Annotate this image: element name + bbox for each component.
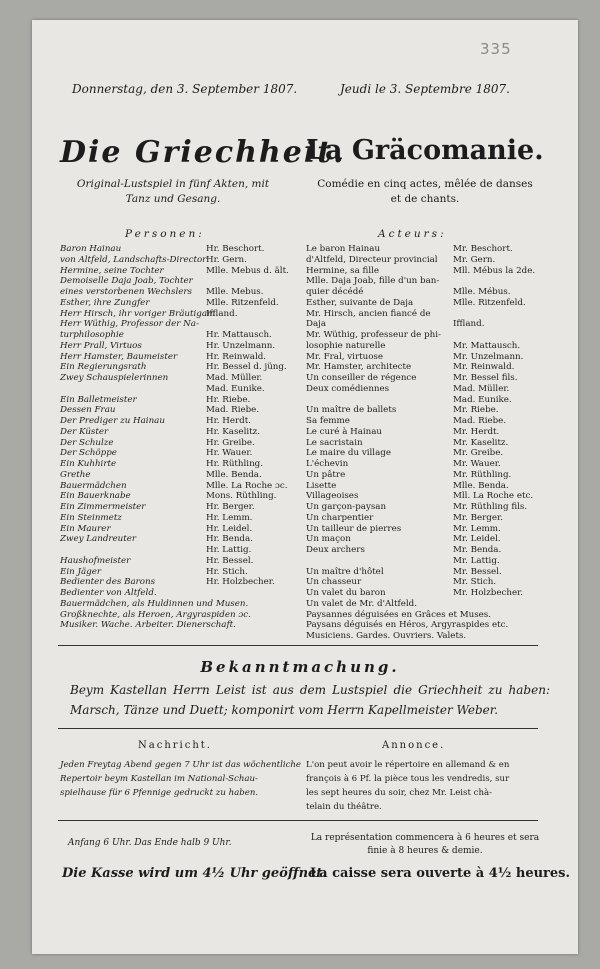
- actor-name: Iffland.: [453, 319, 485, 330]
- role-name: Ein Maurer: [60, 523, 111, 534]
- actor-name: Hr. Beschort.: [206, 244, 265, 254]
- role-name: Demoiselle Daja Joab, Tochter: [60, 276, 193, 287]
- role-name: Un maître d'hôtel: [306, 566, 384, 577]
- actor-name: Mr. Gern.: [453, 254, 496, 265]
- role-name: Der Küster: [60, 426, 109, 437]
- notice-title-german: Nachricht.: [138, 740, 212, 751]
- role-name: Mlle. Daja Joab, fille d'un ban-: [306, 276, 440, 287]
- actor-name: Mlle. Benda.: [206, 469, 262, 480]
- actor-name: Mr. Bessel.: [453, 566, 502, 577]
- actor-name: Mlle. Ritzenfeld.: [206, 297, 279, 308]
- subtitle-german: Original-Lustspiel in fünf Akten, mit Tanz und Gesang.: [76, 178, 270, 205]
- role-name: Le maire du village: [306, 448, 391, 459]
- actor-name: Mad. Müller.: [206, 373, 263, 383]
- actor-name: Mad. Riebe.: [453, 416, 507, 426]
- actor-name: Hr. Lemm.: [206, 512, 253, 523]
- role-name: Deux archers: [306, 545, 365, 555]
- role-name: Mr. Wüthig, professeur de phi-: [306, 330, 441, 340]
- role-name: Herr Hamster, Baumeister: [60, 351, 178, 362]
- actor-name: Hr. Unzelmann.: [206, 340, 276, 351]
- title-french: La Gräcomanie.: [306, 135, 544, 166]
- actor-name: Mr. Lattig.: [453, 555, 500, 566]
- actor-name: Mad. Eunike.: [206, 383, 265, 394]
- role-name: Herr Hirsch, ihr voriger Bräutigam: [60, 308, 216, 319]
- role-name: Daja: [306, 319, 327, 330]
- role-name: Musiciens. Gardes. Ouvriers. Valets.: [306, 631, 467, 641]
- notice-title-french: Annonce.: [382, 740, 446, 751]
- actor-name: Hr. Leidel.: [206, 523, 253, 534]
- role-name: losophie naturelle: [306, 340, 386, 351]
- actor-name: Hr. Greibe.: [206, 437, 255, 448]
- actor-name: Mr. Stich.: [453, 577, 497, 588]
- actor-name: Mad. Müller.: [453, 383, 510, 394]
- title-german: Die Griechheit.: [60, 135, 346, 170]
- role-name: quier décédé: [306, 287, 364, 297]
- subtitle-french: Comédie en cinq actes, mêlée de danses et de chants.: [317, 178, 533, 205]
- actor-name: Hr. Mattausch.: [206, 330, 272, 340]
- actor-name: Iffland.: [206, 308, 238, 319]
- role-name: Zwey Landreuter: [60, 534, 137, 545]
- role-name: Esther, ihre Zungfer: [60, 297, 150, 308]
- actor-name: Hr. Holzbecher.: [206, 577, 275, 588]
- role-name: Mr. Hamster, architecte: [306, 362, 412, 373]
- role-name: Bedienter des Barons: [60, 577, 156, 588]
- actor-name: Hr. Herdt.: [206, 416, 251, 426]
- actor-name: Hr. Stich.: [206, 566, 248, 577]
- role-name: Le curé à Hainau: [306, 426, 383, 437]
- role-name: d'Altfeld, Directeur provincial: [306, 254, 438, 265]
- role-name: Ein Bauerknabe: [60, 491, 131, 502]
- date-german: Donnerstag, den 3. September 1807.: [72, 82, 298, 96]
- actor-name: Hr. Benda.: [206, 534, 253, 545]
- notice-text-german: Jeden Freytag Abend gegen 7 Uhr ist das wöchentliche Repertoir beym Kastellan im National-Schau- spielhause für 6 Pfennige gedruckt zu haben.: [60, 760, 302, 798]
- notice-text-french: L'on peut avoir le répertoire en allemand & en françois à 6 Pf. la pièce tous les vendredis, sur les sept heures du soir, chez Mr. Leist chà- telain du théâtre.: [306, 760, 510, 812]
- actor-name: Mlle. Benda.: [453, 480, 509, 491]
- role-name: Mr. Hirsch, ancien fiancé de: [306, 308, 431, 319]
- actor-name: Mr. Benda.: [453, 545, 502, 555]
- role-name: Un pâtre: [306, 469, 346, 480]
- role-name: Un chasseur: [306, 577, 362, 588]
- actor-name: Hr. Bessel d. jüng.: [206, 362, 287, 373]
- role-name: Villageoises: [306, 491, 359, 502]
- cast-heading-german: Personen:: [125, 228, 205, 240]
- actor-name: Mr. Kaselitz.: [453, 437, 509, 448]
- role-name: Paysans déguisés en Héros, Argyraspides etc.: [306, 620, 509, 631]
- role-name: Lisette: [306, 480, 337, 491]
- actor-name: Mad. Riebe.: [206, 405, 260, 416]
- role-name: Hermine, seine Tochter: [60, 265, 164, 276]
- actor-name: Mons. Rüthling.: [206, 491, 277, 502]
- role-name: Haushofmeister: [60, 555, 131, 566]
- actor-name: Hr. Wauer.: [206, 448, 253, 459]
- role-name: Der Schöppe: [60, 448, 117, 459]
- role-name: Un maçon: [306, 534, 351, 545]
- actor-name: Mll. La Roche etc.: [453, 491, 534, 502]
- divider-rule: [58, 820, 538, 821]
- announcement-text: Beym Kastellan Herrn Leist ist aus dem Lustspiel die Griechheit zu haben: Marsch, Tänze und Duett; komponirt vom Herrn Kapellmeister Weber.: [70, 683, 550, 717]
- actor-name: Hr. Berger.: [206, 502, 255, 512]
- actor-name: Mr. Wauer.: [453, 459, 501, 469]
- role-name: Dessen Frau: [60, 405, 116, 416]
- role-name: Un garçon-paysan: [306, 502, 387, 512]
- actor-name: Mr. Bessel fils.: [453, 373, 518, 383]
- role-name: Ein Regierungsrath: [60, 362, 147, 373]
- role-name: Bedienter von Altfeld.: [60, 588, 157, 598]
- role-name: Un valet du baron: [306, 588, 386, 598]
- actor-name: Mlle. Mebus.: [206, 287, 264, 297]
- role-name: Ein Zimmermeister: [60, 502, 146, 512]
- actor-name: Mr. Rüthling.: [453, 469, 512, 480]
- role-name: Sa femme: [306, 416, 350, 426]
- role-name: Bauermädchen, als Huldinnen und Musen.: [60, 598, 249, 609]
- role-name: L'échevin: [306, 459, 349, 469]
- role-name: Un valet de Mr. d'Altfeld.: [306, 598, 417, 609]
- role-name: Un maître de ballets: [306, 405, 397, 416]
- role-name: Ein Jäger: [60, 566, 101, 577]
- role-name: Mr. Fral, virtuose: [306, 351, 384, 362]
- role-name: Bauermädchen: [60, 480, 127, 491]
- performance-times-french: La représentation commencera à 6 heures et sera finie à 8 heures & demie.: [310, 833, 540, 856]
- actor-name: Mr. Reinwald.: [453, 362, 515, 373]
- role-name: von Altfeld, Landschafts-Director: [60, 254, 207, 265]
- actor-name: Mr. Beschort.: [453, 244, 513, 254]
- role-name: Grethe: [60, 469, 91, 480]
- actor-name: Hr. Gern.: [206, 254, 247, 265]
- actor-name: Mr. Berger.: [453, 512, 503, 523]
- box-office-french: La caisse sera ouverte à 4½ heures.: [310, 866, 571, 881]
- performance-times-german: Anfang 6 Uhr. Das Ende halb 9 Uhr.: [68, 838, 232, 848]
- actor-name: Hr. Riebe.: [206, 394, 251, 405]
- actor-name: Mr. Herdt.: [453, 426, 500, 437]
- actor-name: Mlle. Mebus d. ält.: [206, 265, 289, 276]
- actor-name: Hr. Rüthling.: [206, 459, 263, 469]
- role-name: turphilosophie: [60, 330, 124, 340]
- actor-name: Hr. Reinwald.: [206, 351, 267, 362]
- role-name: Le baron Hainau: [306, 244, 381, 254]
- role-name: Deux comédiennes: [306, 383, 390, 394]
- cast-heading-french: Acteurs:: [378, 228, 447, 240]
- archive-number: 335: [480, 40, 512, 58]
- actor-name: Mr. Holzbecher.: [453, 588, 524, 598]
- role-name: Musiker. Wache. Arbeiter. Dienerschaft.: [60, 620, 236, 631]
- actor-name: Mr. Rüthling fils.: [453, 502, 528, 512]
- role-name: Esther, suivante de Daja: [306, 297, 414, 308]
- role-name: Zwey Schauspielerinnen: [60, 373, 169, 383]
- actor-name: Mlle. La Roche ɔc.: [206, 480, 288, 491]
- role-name: Un conseiller de régence: [306, 373, 417, 383]
- actor-name: Mr. Riebe.: [453, 405, 499, 416]
- actor-name: Mll. Mébus la 2de.: [453, 265, 536, 276]
- actor-name: Mr. Leidel.: [453, 534, 501, 545]
- role-name: Herr Wüthig, Professor der Na-: [60, 319, 199, 330]
- role-name: Ein Steinmetz: [60, 512, 122, 523]
- actor-name: Mlle. Mébus.: [453, 287, 511, 297]
- divider-rule: [58, 645, 538, 646]
- actor-name: Hr. Bessel.: [206, 555, 254, 566]
- date-french: Jeudi le 3. Septembre 1807.: [340, 82, 510, 96]
- actor-name: Mr. Mattausch.: [453, 340, 521, 351]
- role-name: Großknechte, als Heroen, Argyraspiden ɔc.: [60, 609, 251, 620]
- actor-name: Mr. Greibe.: [453, 448, 504, 459]
- divider-rule: [58, 728, 538, 729]
- announcement-title: Bekanntmachung.: [200, 658, 400, 676]
- actor-name: Hr. Kaselitz.: [206, 426, 260, 437]
- role-name: Herr Prall, Virtuos: [60, 340, 142, 351]
- role-name: Ein Balletmeister: [60, 394, 137, 405]
- role-name: Paysannes déguisées en Grâces et Muses.: [306, 609, 492, 620]
- role-name: Baron Hainau: [60, 244, 122, 254]
- actor-name: Mr. Lemm.: [453, 523, 501, 534]
- role-name: Le sacristain: [306, 437, 363, 448]
- actor-name: Mlle. Ritzenfeld.: [453, 297, 526, 308]
- role-name: Ein Kuhhirte: [60, 459, 117, 469]
- role-name: Der Prediger zu Hainau: [60, 416, 165, 426]
- role-name: Un charpentier: [306, 512, 374, 523]
- role-name: eines verstorbenen Wechslers: [60, 287, 193, 297]
- role-name: Der Schulze: [60, 437, 114, 448]
- role-name: Hermine, sa fille: [306, 265, 380, 276]
- actor-name: Mr. Unzelmann.: [453, 351, 524, 362]
- role-name: Un tailleur de pierres: [306, 523, 402, 534]
- actor-name: Hr. Lattig.: [206, 545, 252, 555]
- box-office-german: Die Kasse wird um 4½ Uhr geöffnet.: [62, 866, 327, 881]
- actor-name: Mad. Eunike.: [453, 394, 512, 405]
